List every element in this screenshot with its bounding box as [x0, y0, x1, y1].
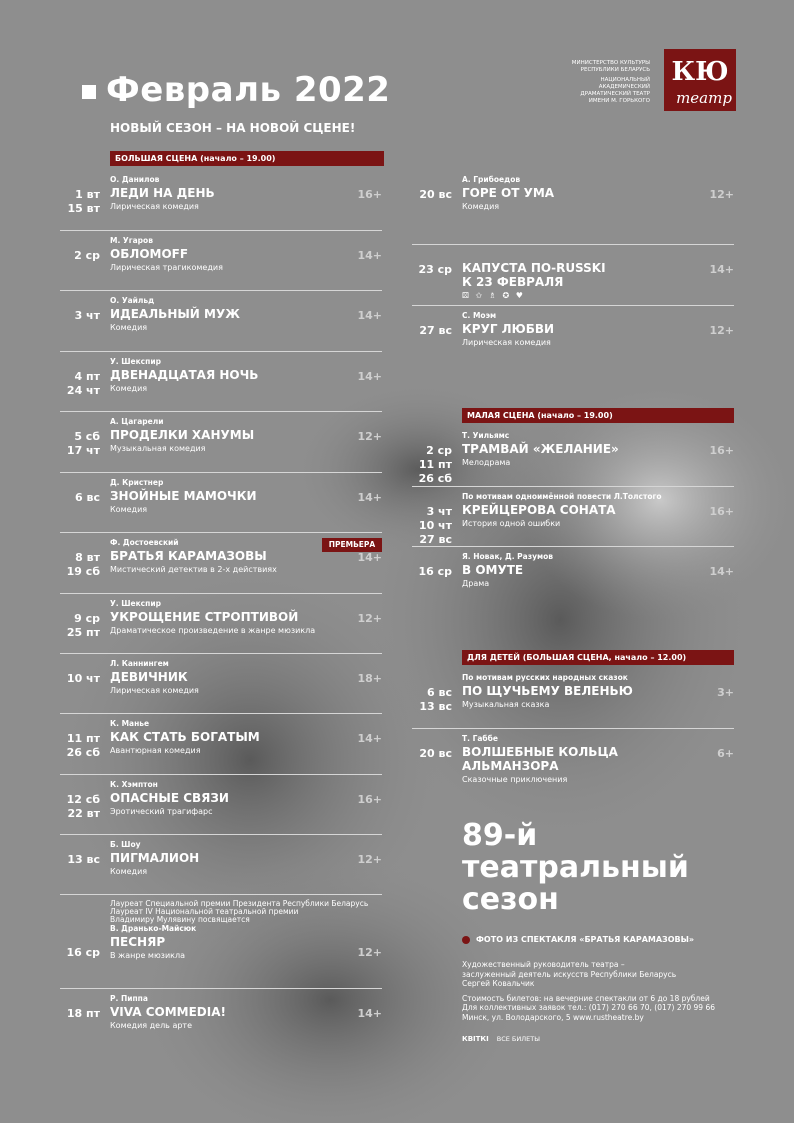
event-author: Я. Новак, Д. Разумов [462, 552, 553, 561]
separator [412, 486, 734, 487]
event-title: VIVA COMMEDIA! [110, 1005, 226, 1019]
page-title: Февраль 2022 [82, 70, 390, 110]
event-author: М. Угаров [110, 236, 153, 245]
theatre-info: Художественный руководитель театра – заслуженный деятель искусств Республики Беларусь Сергей Ковальчик Стоимость билетов: на вечерние спектакли от 6 до 18 рублей Для коллективных заявок тел.: (017) 270 66 70, (017) 270 99 66 Минск, ул. Володарского, 5 www.rustheatre.by [462, 960, 716, 1022]
event-title: ПРОДЕЛКИ ХАНУМЫ [110, 428, 255, 442]
event-icons: ⚄ ✩ ♗ ✪ ♥ [462, 291, 525, 300]
event-genre: Музыкальная комедия [110, 444, 206, 453]
event-age: 16+ [709, 444, 734, 457]
event-date: 3 чт 10 чт 27 вс [418, 505, 452, 546]
event-author: К. Манье [110, 719, 150, 728]
separator [60, 653, 382, 654]
event-genre: Сказочные приключения [462, 775, 568, 784]
event-author: А. Грибоедов [462, 175, 521, 184]
event-age: 14+ [357, 551, 382, 564]
event-age: 14+ [357, 370, 382, 383]
separator [60, 472, 382, 473]
event-age: 12+ [709, 188, 734, 201]
separator [412, 305, 734, 306]
separator [60, 894, 382, 895]
separator [60, 351, 382, 352]
event-age: 12+ [357, 612, 382, 625]
event-item[interactable] [66, 357, 382, 397]
event-author: У. Шекспир [110, 599, 161, 608]
event-genre: В жанре мюзикла [110, 951, 185, 960]
event-title: ГОРЕ ОТ УМА [462, 186, 555, 200]
event-author [462, 250, 734, 261]
event-author: Л. Каннингем [110, 659, 169, 668]
event-date: 16 ср [418, 565, 452, 578]
separator [60, 774, 382, 775]
event-author: Ф. Достоевский [110, 538, 179, 547]
event-item[interactable] [418, 431, 734, 485]
event-genre: Комедия [462, 202, 500, 211]
premiere-badge: ПРЕМЬЕРА [322, 538, 382, 552]
event-genre: Комедия [110, 384, 148, 393]
event-title: УКРОЩЕНИЕ СТРОПТИВОЙ [110, 610, 299, 624]
section-kids: ДЛЯ ДЕТЕЙ (БОЛЬШАЯ СЦЕНА, начало – 12.00) [462, 650, 734, 665]
event-age: 12+ [357, 853, 382, 866]
event-genre: Комедия [110, 867, 148, 876]
event-age: 16+ [357, 793, 382, 806]
event-title: ПИГМАЛИОН [110, 851, 200, 865]
event-genre: Мелодрама [462, 458, 511, 467]
event-item[interactable] [419, 311, 734, 347]
event-date: 5 сб 17 чт [66, 430, 100, 457]
event-genre: Авантюрная комедия [110, 746, 201, 755]
separator [60, 290, 382, 291]
event-title: КРЕЙЦЕРОВА СОНАТА [462, 503, 616, 517]
event-title: БРАТЬЯ КАРАМАЗОВЫ [110, 549, 267, 563]
event-title: ЗНОЙНЫЕ МАМОЧКИ [110, 489, 257, 503]
event-title: ДВЕНАДЦАТАЯ НОЧЬ [110, 368, 259, 382]
event-item[interactable] [66, 599, 382, 639]
event-title: ВОЛШЕБНЫЕ КОЛЬЦА АЛЬМАНЗОРА [462, 745, 618, 773]
event-author: У. Шекспир [110, 357, 161, 366]
event-author: По мотивам русских народных сказок [462, 673, 628, 682]
event-age: 14+ [357, 491, 382, 504]
ministry-text: МИНИСТЕРСТВО КУЛЬТУРЫ РЕСПУБЛИКИ БЕЛАРУСЬ НАЦИОНАЛЬНЫЙ АКАДЕМИЧЕСКИЙ ДРАМАТИЧЕСКИЙ ТЕАТР ИМЕНИ М. ГОРЬКОГО [571, 60, 650, 104]
section-big-stage: БОЛЬШАЯ СЦЕНА (начало – 19.00) [110, 151, 384, 166]
photo-caption: ФОТО ИЗ СПЕКТАКЛЯ «БРАТЬЯ КАРАМАЗОВЫ» [462, 935, 694, 944]
event-age: 14+ [357, 249, 382, 262]
event-age: 3+ [717, 686, 734, 699]
event-item[interactable] [419, 175, 734, 211]
event-title: ПО ЩУЧЬЕМУ ВЕЛЕНЬЮ [462, 684, 633, 698]
event-date: 23 ср [418, 263, 452, 276]
event-date: 2 ср 11 пт 26 сб [418, 444, 452, 485]
event-item[interactable] [66, 719, 382, 759]
event-item[interactable] [418, 552, 734, 588]
separator [412, 728, 734, 729]
subtitle: НОВЫЙ СЕЗОН – НА НОВОЙ СЦЕНЕ! [110, 121, 356, 135]
separator [412, 244, 734, 245]
event-age: 14+ [709, 263, 734, 276]
separator [60, 532, 382, 533]
event-age: 14+ [357, 732, 382, 745]
event-age: 12+ [709, 324, 734, 337]
event-date: 2 ср [74, 249, 100, 262]
event-item[interactable] [66, 659, 382, 695]
separator [60, 593, 382, 594]
event-date: 20 вс [419, 188, 452, 201]
event-item[interactable] [75, 478, 382, 514]
event-author: Р. Пиппа [110, 994, 148, 1003]
event-author: О. Уайльд [110, 296, 155, 305]
event-author: А. Цагарели [110, 417, 164, 426]
event-date: 6 вс 13 вс [419, 686, 452, 713]
event-author: По мотивам одноимённой повести Л.Толстого [462, 492, 662, 501]
event-age: 14+ [357, 309, 382, 322]
event-genre: Комедия дель арте [110, 1021, 193, 1030]
event-genre: Комедия [110, 505, 148, 514]
event-date: 18 пт [66, 1007, 100, 1020]
event-title: ТРАМВАЙ «ЖЕЛАНИЕ» [462, 442, 619, 456]
event-date: 8 вт 19 сб [66, 551, 100, 578]
event-author: К. Хэмптон [110, 780, 158, 789]
event-title: КАК СТАТЬ БОГАТЫМ [110, 730, 260, 744]
event-date: 4 пт 24 чт [66, 370, 100, 397]
event-date: 1 вт 15 вт [67, 188, 100, 215]
event-genre: История одной ошибки [462, 519, 561, 528]
tickets-link[interactable]: КВІТКІ ВСЕ БИЛЕТЫ [462, 1035, 540, 1043]
event-title: ПЕСНЯР [110, 935, 166, 949]
event-title: ИДЕАЛЬНЫЙ МУЖ [110, 307, 240, 321]
event-date: 16 ср [66, 946, 100, 959]
section-small-stage: МАЛАЯ СЦЕНА (начало – 19.00) [462, 408, 734, 423]
event-item[interactable] [66, 780, 382, 820]
event-author: Д. Кристнер [110, 478, 164, 487]
event-age: 14+ [709, 565, 734, 578]
event-age: 14+ [357, 1007, 382, 1020]
event-author: В. Дранько-Майсюк [110, 924, 197, 933]
event-age: 6+ [717, 747, 734, 760]
event-title: ОПАСНЫЕ СВЯЗИ [110, 791, 229, 805]
event-genre: Лирическая комедия [110, 202, 199, 211]
event-item[interactable] [67, 175, 382, 215]
title-square-icon [82, 85, 96, 99]
event-author: Т. Габбе [462, 734, 498, 743]
event-genre: Эротический трагифарс [110, 807, 213, 816]
event-author: О. Данилов [110, 175, 160, 184]
event-item[interactable] [66, 899, 382, 960]
theatre-logo [660, 45, 740, 115]
event-title: В ОМУТЕ [462, 563, 524, 577]
logo-text: театр [676, 89, 732, 107]
event-note: Лауреат Специальной премии Президента Республики Беларусь Лауреат IV Национальной театральной премии Владимиру Мулявину посвящается [110, 899, 369, 924]
event-age: 16+ [709, 505, 734, 518]
event-age: 18+ [357, 672, 382, 685]
event-item[interactable] [419, 673, 734, 713]
event-title: КАПУСТА ПО-RUSSKI К 23 ФЕВРАЛЯ [462, 261, 606, 289]
event-genre: Музыкальная сказка [462, 700, 550, 709]
event-author: С. Моэм [462, 311, 497, 320]
event-author: Б. Шоу [110, 840, 141, 849]
event-genre: Лирическая комедия [110, 686, 199, 695]
event-date: 12 сб 22 вт [66, 793, 100, 820]
event-item[interactable] [66, 538, 382, 578]
event-genre: Мистический детектив в 2-х действиях [110, 565, 277, 574]
event-date: 13 вс [67, 853, 100, 866]
event-title: ОБЛОМOFF [110, 247, 189, 261]
event-title: ЛЕДИ НА ДЕНЬ [110, 186, 215, 200]
separator [60, 988, 382, 989]
event-genre: Лирическая комедия [462, 338, 551, 347]
event-item[interactable] [66, 417, 382, 457]
event-genre: Комедия [110, 323, 148, 332]
event-date: 6 вс [75, 491, 100, 504]
separator [60, 713, 382, 714]
separator [60, 834, 382, 835]
event-date: 9 ср 25 пт [66, 612, 100, 639]
bullet-icon [462, 936, 470, 944]
separator [412, 546, 734, 547]
separator [60, 230, 382, 231]
event-date: 3 чт [74, 309, 100, 322]
logo-mark: КЮ [671, 57, 729, 87]
event-item[interactable] [418, 492, 734, 546]
event-age: 12+ [357, 946, 382, 959]
season-title: 89-й театральный сезон [462, 818, 689, 917]
event-title: ДЕВИЧНИК [110, 670, 188, 684]
event-item[interactable] [419, 734, 734, 784]
event-title: КРУГ ЛЮБВИ [462, 322, 555, 336]
event-date: 11 пт 26 сб [66, 732, 100, 759]
event-age: 12+ [357, 430, 382, 443]
event-genre: Драматическое произведение в жанре мюзикла [110, 626, 316, 635]
event-genre: Лирическая трагикомедия [110, 263, 223, 272]
event-item[interactable] [66, 994, 382, 1030]
event-date: 10 чт [66, 672, 100, 685]
event-item[interactable] [67, 840, 382, 876]
separator [60, 411, 382, 412]
event-genre: Драма [462, 579, 490, 588]
event-date: 20 вс [419, 747, 452, 760]
event-item[interactable] [74, 296, 382, 332]
event-date: 27 вс [419, 324, 452, 337]
event-author: Т. Уильямс [462, 431, 510, 440]
event-age: 16+ [357, 188, 382, 201]
event-item[interactable] [418, 250, 734, 300]
event-item[interactable] [74, 236, 382, 272]
